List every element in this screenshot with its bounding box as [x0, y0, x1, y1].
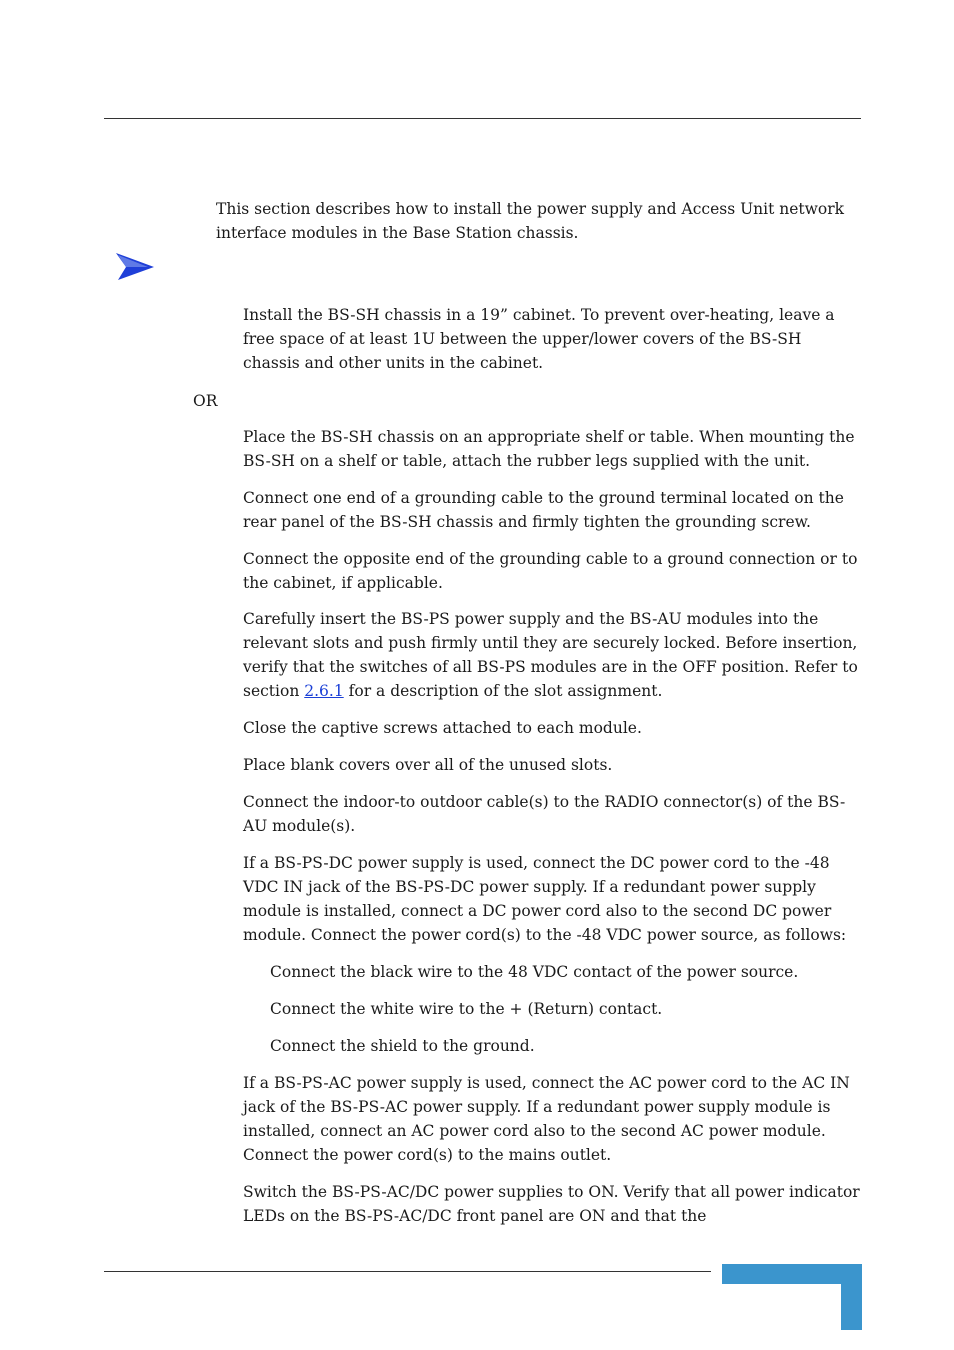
substep-white-wire: Connect the white wire to the + (Return) contact.: [270, 1000, 663, 1018]
procedure-arrow-icon: [112, 250, 156, 282]
footer-rule: [104, 1271, 711, 1272]
page-corner-decoration: [722, 1264, 862, 1330]
step-switch-on: Switch the BS-PS-AC/DC power supplies to ON. Verify that all power indicator LEDs on the BS-PS-AC/DC front panel are ON and that the: [243, 1183, 860, 1225]
step-captive-screws: Close the captive screws attached to each module.: [243, 719, 642, 737]
step-install-cabinet: Install the BS-SH chassis in a 19” cabinet. To prevent over-heating, leave a free space of at least 1U between the upper/lower covers of the BS-SH chassis and other units in the cabinet.: [243, 306, 835, 372]
substep-black-wire: Connect the black wire to the 48 VDC contact of the power source.: [270, 963, 799, 981]
step-insert-text-b: for a description of the slot assignment.: [343, 682, 663, 700]
step-place-shelf: Place the BS-SH chassis on an appropriate shelf or table. When mounting the BS-SH on a shelf or table, attach the rubber legs supplied with the unit.: [243, 428, 855, 470]
step-blank-covers: Place blank covers over all of the unused slots.: [243, 756, 613, 774]
step-radio-cable: Connect the indoor-to outdoor cable(s) to the RADIO connector(s) of the BS-AU module(s).: [243, 793, 846, 835]
step-dc-power: If a BS-PS-DC power supply is used, connect the DC power cord to the -48 VDC IN jack of the BS-PS-DC power supply. If a redundant power supply module is installed, connect a DC power cord also to the second DC power module. Connect the power cord(s) to the -48 VDC power source, as follows:: [243, 854, 847, 944]
section-link[interactable]: 2.6.1: [304, 682, 344, 700]
substep-shield: Connect the shield to the ground.: [270, 1037, 535, 1055]
step-ground-connect: Connect the opposite end of the grounding cable to a ground connection or to the cabinet, if applicable.: [243, 550, 858, 592]
header-rule: [104, 118, 861, 119]
step-ground-cable: Connect one end of a grounding cable to the ground terminal located on the rear panel of the BS-SH chassis and firmly tighten the grounding screw.: [243, 489, 844, 531]
step-ac-power: If a BS-PS-AC power supply is used, connect the AC power cord to the AC IN jack of the BS-PS-AC power supply. If a redundant power supply module is installed, connect an AC power cord also to the second AC power module. Connect the power cord(s) to the mains outlet.: [243, 1074, 850, 1164]
step-insert-text-a: Carefully insert the BS-PS power supply and the BS-AU modules into the relevant slots and push firmly until they are securely locked. Before insertion, verify that the switches of all BS-PS modules are in the OFF position. Refer to section: [243, 610, 858, 700]
or-label: OR: [193, 392, 218, 410]
step-insert-modules: [243, 607, 863, 703]
corner-bar-vertical: [841, 1264, 862, 1330]
intro-paragraph: This section describes how to install the power supply and Access Unit network interface modules in the Base Station chassis.: [216, 200, 845, 242]
